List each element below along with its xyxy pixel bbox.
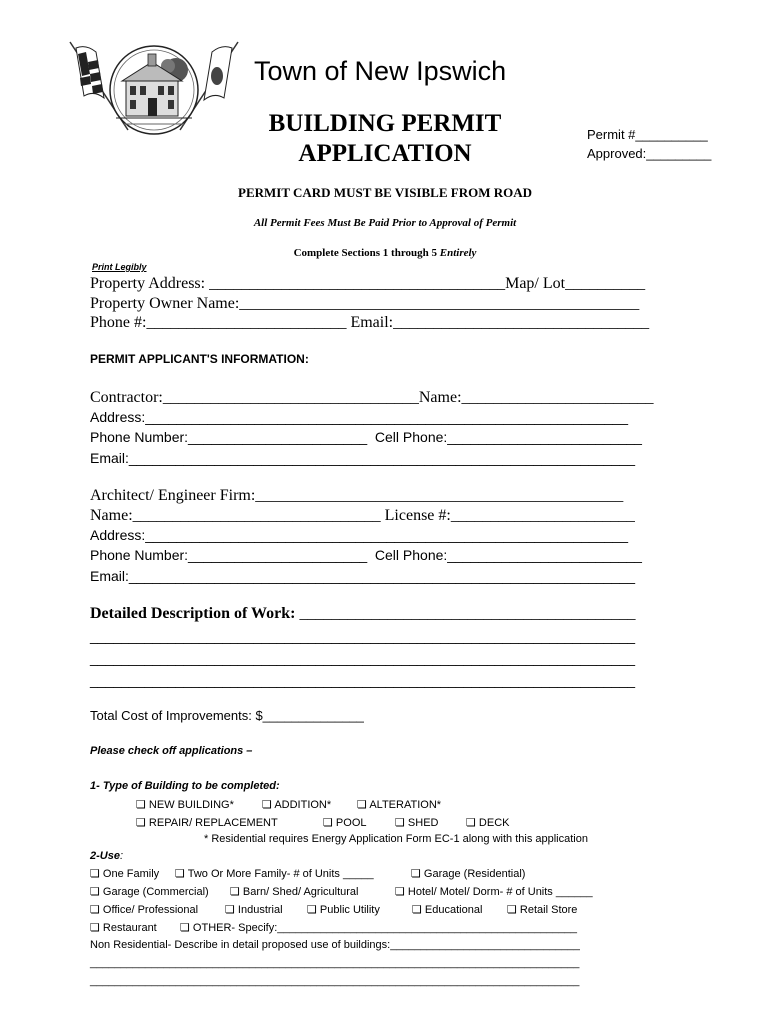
shed-label: SHED bbox=[404, 817, 439, 829]
check-applications-instruction: Please check off applications – bbox=[90, 745, 253, 757]
pool-checkbox[interactable] bbox=[323, 816, 367, 829]
checkbox-icon: ❏ bbox=[90, 885, 100, 898]
garage-commercial-checkbox[interactable] bbox=[90, 885, 209, 898]
alteration-checkbox[interactable] bbox=[357, 798, 441, 811]
one-family-label: One Family bbox=[99, 868, 160, 880]
architect-name-license-field[interactable]: Name:_______________________________ License #:_______________________ bbox=[90, 507, 635, 524]
other-specify-label: OTHER- Specify:_________________________________________________ bbox=[189, 922, 578, 934]
architect-email-field[interactable]: Email:_________________________________________________________________ bbox=[90, 568, 635, 584]
checkbox-icon: ❏ bbox=[136, 816, 146, 829]
architect-firm-field[interactable]: Architect/ Engineer Firm:______________________________________________ bbox=[90, 487, 624, 504]
garage-commercial-label: Garage (Commercial) bbox=[99, 886, 209, 898]
other-specify-checkbox[interactable] bbox=[180, 921, 577, 934]
checkbox-icon: ❏ bbox=[307, 903, 317, 916]
description-label: Detailed Description of Work: bbox=[90, 605, 300, 622]
checkbox-icon: ❏ bbox=[507, 903, 517, 916]
barn-shed-agricultural-label: Barn/ Shed/ Agricultural bbox=[239, 886, 359, 898]
architect-address-field[interactable]: Address:______________________________________________________________ bbox=[90, 527, 628, 543]
two-or-more-family-checkbox[interactable] bbox=[175, 867, 374, 880]
description-of-work-field[interactable] bbox=[90, 605, 635, 623]
checkbox-icon: ❏ bbox=[180, 921, 190, 934]
property-owner-field[interactable]: Property Owner Name:__________________________________________________ bbox=[90, 295, 640, 312]
description-line-3[interactable]: ______________________________________________________________________ bbox=[90, 672, 636, 688]
residential-energy-note: * Residential requires Energy Application Form EC-1 along with this application bbox=[204, 833, 588, 845]
deck-label: DECK bbox=[475, 817, 510, 829]
checkbox-icon: ❏ bbox=[225, 903, 235, 916]
description-line-1[interactable]: ______________________________________________________________________ bbox=[90, 628, 636, 644]
entirely-text: Entirely bbox=[439, 247, 477, 259]
section2-title-text: 2-Use bbox=[90, 850, 120, 862]
complete-sections-notice bbox=[160, 247, 610, 259]
architect-phone-field[interactable]: Phone Number:_______________________ Cell Phone:_________________________ bbox=[90, 547, 642, 563]
town-name: Town of New Ipswich bbox=[254, 56, 507, 86]
restaurant-label: Restaurant bbox=[99, 922, 157, 934]
barn-shed-agricultural-checkbox[interactable] bbox=[230, 885, 359, 898]
checkbox-icon: ❏ bbox=[323, 816, 333, 829]
title-line-1: BUILDING PERMIT bbox=[268, 110, 502, 137]
description-line-2[interactable]: ______________________________________________________________________ bbox=[90, 650, 636, 666]
checkbox-icon: ❏ bbox=[466, 816, 476, 829]
checkbox-icon: ❏ bbox=[175, 867, 185, 880]
checkbox-icon: ❏ bbox=[136, 798, 146, 811]
visible-notice: PERMIT CARD MUST BE VISIBLE FROM ROAD bbox=[238, 185, 532, 200]
pool-label: POOL bbox=[332, 817, 367, 829]
description-label-line: __________________________________________ bbox=[299, 605, 636, 622]
section1-title: 1- Type of Building to be completed: bbox=[90, 780, 280, 792]
checkbox-icon: ❏ bbox=[411, 867, 421, 880]
public-utility-label: Public Utility bbox=[316, 904, 380, 916]
town-hall-seal-icon bbox=[110, 46, 198, 134]
garage-residential-label: Garage (Residential) bbox=[420, 868, 526, 880]
educational-label: Educational bbox=[421, 904, 483, 916]
addition-label: ADDITION* bbox=[271, 799, 332, 811]
checkbox-icon: ❏ bbox=[412, 903, 422, 916]
contractor-field[interactable]: Contractor:________________________________Name:________________________ bbox=[90, 389, 654, 406]
office-professional-checkbox[interactable] bbox=[90, 903, 198, 916]
checkbox-icon: ❏ bbox=[357, 798, 367, 811]
section2-colon: : bbox=[119, 850, 124, 862]
approved-field[interactable]: Approved:_________ bbox=[587, 146, 712, 161]
new-building-checkbox[interactable] bbox=[136, 798, 234, 811]
industrial-checkbox[interactable] bbox=[225, 903, 283, 916]
retail-store-label: Retail Store bbox=[516, 904, 578, 916]
town-seal-logo bbox=[66, 38, 242, 142]
state-flag-icon bbox=[204, 47, 232, 100]
american-flag-icon bbox=[76, 47, 104, 98]
shed-checkbox[interactable] bbox=[395, 816, 439, 829]
title-line-2: APPLICATION bbox=[298, 140, 472, 167]
hotel-motel-dorm-checkbox[interactable] bbox=[395, 885, 593, 898]
new-building-label: NEW BUILDING* bbox=[145, 799, 234, 811]
complete-sections-text: Complete Sections 1 through 5 bbox=[293, 247, 440, 259]
permit-number-field[interactable]: Permit #__________ bbox=[587, 127, 708, 142]
public-utility-checkbox[interactable] bbox=[307, 903, 380, 916]
addition-checkbox[interactable] bbox=[262, 798, 331, 811]
repair-replacement-label: REPAIR/ REPLACEMENT bbox=[145, 817, 278, 829]
checkbox-icon: ❏ bbox=[262, 798, 272, 811]
repair-replacement-checkbox[interactable] bbox=[136, 816, 278, 829]
checkbox-icon: ❏ bbox=[90, 903, 100, 916]
non-residential-line-2[interactable]: ________________________________________________________________________________ bbox=[90, 975, 580, 987]
owner-phone-email-field[interactable]: Phone #:_________________________ Email:________________________________ bbox=[90, 314, 650, 331]
deck-checkbox[interactable] bbox=[466, 816, 510, 829]
checkbox-icon: ❏ bbox=[395, 816, 405, 829]
checkbox-icon: ❏ bbox=[395, 885, 405, 898]
total-cost-field[interactable]: Total Cost of Improvements: $______________ bbox=[90, 708, 364, 723]
retail-store-checkbox[interactable] bbox=[507, 903, 577, 916]
garage-residential-checkbox[interactable] bbox=[411, 867, 525, 880]
applicant-section-title: PERMIT APPLICANT'S INFORMATION: bbox=[90, 352, 309, 366]
industrial-label: Industrial bbox=[234, 904, 283, 916]
contractor-address-field[interactable]: Address:______________________________________________________________ bbox=[90, 409, 628, 425]
hotel-motel-dorm-label: Hotel/ Motel/ Dorm- # of Units ______ bbox=[404, 886, 593, 898]
print-legibly-label: Print Legibly bbox=[92, 262, 147, 272]
educational-checkbox[interactable] bbox=[412, 903, 482, 916]
checkbox-icon: ❏ bbox=[90, 867, 100, 880]
non-residential-line-1[interactable]: ________________________________________________________________________________ bbox=[90, 957, 580, 969]
restaurant-checkbox[interactable] bbox=[90, 921, 157, 934]
two-or-more-family-label: Two Or More Family- # of Units _____ bbox=[184, 868, 374, 880]
property-address-field[interactable]: Property Address: _____________________________________Map/ Lot__________ bbox=[90, 275, 646, 292]
office-professional-label: Office/ Professional bbox=[99, 904, 199, 916]
non-residential-description-field[interactable]: Non Residential- Describe in detail proposed use of buildings:_______________________________ bbox=[90, 939, 580, 951]
section2-title bbox=[90, 850, 123, 862]
contractor-phone-field[interactable]: Phone Number:_______________________ Cell Phone:_________________________ bbox=[90, 429, 642, 445]
contractor-email-field[interactable]: Email:_________________________________________________________________ bbox=[90, 450, 635, 466]
checkbox-icon: ❏ bbox=[230, 885, 240, 898]
one-family-checkbox[interactable] bbox=[90, 867, 159, 880]
alteration-label: ALTERATION* bbox=[366, 799, 442, 811]
checkbox-icon: ❏ bbox=[90, 921, 100, 934]
fees-notice: All Permit Fees Must Be Paid Prior to Approval of Permit bbox=[253, 217, 517, 229]
